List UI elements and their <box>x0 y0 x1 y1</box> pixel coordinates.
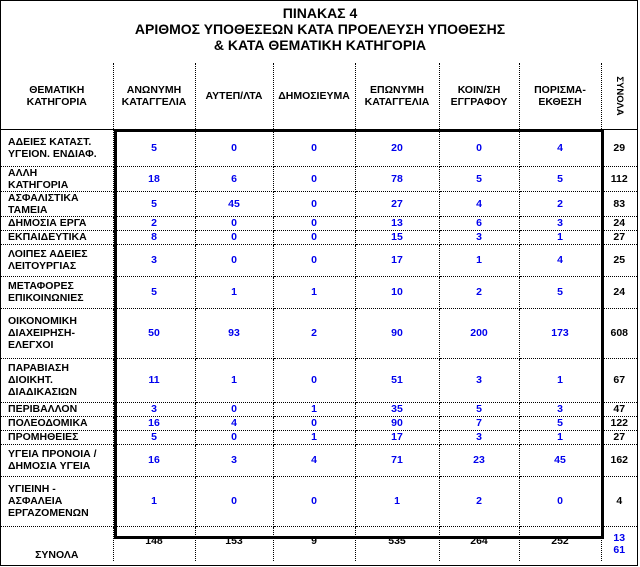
row-category: ΟΙΚΟΝΟΜΙΚΗ ΔΙΑΧΕΙΡΗΣΗ- ΕΛΕΓΧΟΙ <box>1 308 113 358</box>
row-category: ΑΛΛΗ ΚΑΤΗΓΟΡΙΑ <box>1 166 113 191</box>
cell-row-total: 24 <box>601 276 637 308</box>
table-row <box>1 244 637 276</box>
data-table <box>1 63 637 561</box>
cell-koinopoiisi: 4 <box>439 191 519 216</box>
cell-anonymous: 2 <box>113 216 195 230</box>
cell-dimosieuma: 0 <box>273 244 355 276</box>
cell-dimosieuma: 0 <box>273 129 355 166</box>
cell-koinopoiisi: 2 <box>439 276 519 308</box>
cell-dimosieuma: 0 <box>273 476 355 526</box>
table-row <box>1 358 637 402</box>
table-row <box>1 402 637 416</box>
cell-eponymi: 78 <box>355 166 439 191</box>
cell-porisma: 5 <box>519 276 601 308</box>
cell-eponymi: 17 <box>355 430 439 444</box>
cell-dimosieuma: 1 <box>273 276 355 308</box>
total-koinopoiisi: 264 <box>439 526 519 561</box>
table-row <box>1 476 637 526</box>
cell-row-total: 608 <box>601 308 637 358</box>
cell-porisma: 3 <box>519 402 601 416</box>
grand-total: 13 61 <box>613 531 626 556</box>
table-row <box>1 308 637 358</box>
totals-label: ΣΥΝΟΛΑ <box>1 526 113 561</box>
cell-eponymi: 20 <box>355 129 439 166</box>
row-category: ΜΕΤΑΦΟΡΕΣ ΕΠΙΚΟΙΝΩΝΙΕΣ <box>1 276 113 308</box>
cell-autepaggelta: 0 <box>195 216 273 230</box>
cell-dimosieuma: 0 <box>273 191 355 216</box>
header-dimosieuma: ΔΗΜΟΣΙΕΥΜΑ <box>273 63 355 129</box>
title-line-1: ΠΙΝΑΚΑΣ 4 <box>282 5 358 21</box>
cell-porisma: 1 <box>519 230 601 244</box>
row-category: ΠΕΡΙΒΑΛΛΟΝ <box>1 402 113 416</box>
title-line-3: & ΚΑΤΑ ΘΕΜΑΤΙΚΗ ΚΑΤΗΓΟΡΙΑ <box>213 37 427 53</box>
cell-anonymous: 3 <box>113 402 195 416</box>
cell-dimosieuma: 0 <box>273 358 355 402</box>
cell-autepaggelta: 45 <box>195 191 273 216</box>
header-total: ΣΥΝΟΛΑ <box>601 63 637 129</box>
cell-autepaggelta: 1 <box>195 276 273 308</box>
cell-autepaggelta: 0 <box>195 476 273 526</box>
cell-eponymi: 13 <box>355 216 439 230</box>
cell-anonymous: 5 <box>113 129 195 166</box>
cell-eponymi: 51 <box>355 358 439 402</box>
header-porisma: ΠΟΡΙΣΜΑ- ΕΚΘΕΣΗ <box>519 63 601 129</box>
cell-eponymi: 71 <box>355 444 439 476</box>
cell-autepaggelta: 0 <box>195 129 273 166</box>
cell-row-total: 83 <box>601 191 637 216</box>
total-anonymous: 148 <box>113 526 195 561</box>
table-row <box>1 430 637 444</box>
cell-porisma: 0 <box>519 476 601 526</box>
table-row <box>1 416 637 430</box>
cell-dimosieuma: 0 <box>273 416 355 430</box>
cell-eponymi: 15 <box>355 230 439 244</box>
cell-dimosieuma: 0 <box>273 230 355 244</box>
cell-anonymous: 5 <box>113 430 195 444</box>
cell-dimosieuma: 0 <box>273 166 355 191</box>
table-row <box>1 276 637 308</box>
cell-porisma: 2 <box>519 191 601 216</box>
cell-koinopoiisi: 200 <box>439 308 519 358</box>
cell-eponymi: 90 <box>355 416 439 430</box>
header-eponymi: ΕΠΩΝΥΜΗ ΚΑΤΑΓΓΕΛΙΑ <box>355 63 439 129</box>
cell-anonymous: 16 <box>113 444 195 476</box>
cell-koinopoiisi: 0 <box>439 129 519 166</box>
cell-row-total: 27 <box>601 430 637 444</box>
row-category: ΥΓΙΕΙΝΗ - ΑΣΦΑΛΕΙΑ ΕΡΓΑΖΟΜΕΝΩΝ <box>1 476 113 526</box>
cell-anonymous: 16 <box>113 416 195 430</box>
cell-anonymous: 5 <box>113 276 195 308</box>
total-porisma: 252 <box>519 526 601 561</box>
cell-koinopoiisi: 6 <box>439 216 519 230</box>
total-eponymi: 535 <box>355 526 439 561</box>
cell-porisma: 5 <box>519 166 601 191</box>
header-category: ΘΕΜΑΤΙΚΗ ΚΑΤΗΓΟΡΙΑ <box>1 63 113 129</box>
totals-row <box>1 526 637 561</box>
row-category: ΔΗΜΟΣΙΑ ΕΡΓΑ <box>1 216 113 230</box>
cell-anonymous: 3 <box>113 244 195 276</box>
header-anonymous: ΑΝΩΝΥΜΗ ΚΑΤΑΓΓΕΛΙΑ <box>113 63 195 129</box>
header-row <box>1 63 637 129</box>
cell-row-total: 27 <box>601 230 637 244</box>
cell-koinopoiisi: 23 <box>439 444 519 476</box>
table-row <box>1 129 637 166</box>
row-category: ΠΟΛΕΟΔΟΜΙΚΑ <box>1 416 113 430</box>
cell-row-total: 29 <box>601 129 637 166</box>
table-row <box>1 216 637 230</box>
cell-anonymous: 8 <box>113 230 195 244</box>
cell-row-total: 4 <box>601 476 637 526</box>
cell-autepaggelta: 0 <box>195 430 273 444</box>
cell-row-total: 122 <box>601 416 637 430</box>
cell-row-total: 112 <box>601 166 637 191</box>
cell-dimosieuma: 2 <box>273 308 355 358</box>
cell-anonymous: 5 <box>113 191 195 216</box>
cell-porisma: 4 <box>519 129 601 166</box>
cell-row-total: 24 <box>601 216 637 230</box>
cell-eponymi: 35 <box>355 402 439 416</box>
cell-anonymous: 50 <box>113 308 195 358</box>
cell-autepaggelta: 4 <box>195 416 273 430</box>
row-category: ΠΡΟΜΗΘΕΙΕΣ <box>1 430 113 444</box>
cell-koinopoiisi: 5 <box>439 166 519 191</box>
cell-koinopoiisi: 7 <box>439 416 519 430</box>
cell-koinopoiisi: 3 <box>439 358 519 402</box>
cell-koinopoiisi: 3 <box>439 230 519 244</box>
cell-dimosieuma: 1 <box>273 430 355 444</box>
header-koinopoiisi: ΚΟΙΝ/ΣΗ ΕΓΓΡΑΦΟΥ <box>439 63 519 129</box>
cell-autepaggelta: 0 <box>195 244 273 276</box>
cell-row-total: 47 <box>601 402 637 416</box>
cell-row-total: 25 <box>601 244 637 276</box>
cell-porisma: 1 <box>519 358 601 402</box>
cell-eponymi: 1 <box>355 476 439 526</box>
cell-autepaggelta: 1 <box>195 358 273 402</box>
cell-porisma: 45 <box>519 444 601 476</box>
row-category: ΥΓΕΙΑ ΠΡΟΝΟΙΑ / ΔΗΜΟΣΙΑ ΥΓΕΙΑ <box>1 444 113 476</box>
cell-koinopoiisi: 1 <box>439 244 519 276</box>
cell-porisma: 173 <box>519 308 601 358</box>
cell-autepaggelta: 6 <box>195 166 273 191</box>
cell-anonymous: 18 <box>113 166 195 191</box>
cell-dimosieuma: 4 <box>273 444 355 476</box>
cell-eponymi: 90 <box>355 308 439 358</box>
table-row <box>1 230 637 244</box>
cell-anonymous: 1 <box>113 476 195 526</box>
cell-koinopoiisi: 2 <box>439 476 519 526</box>
table-row <box>1 166 637 191</box>
cell-eponymi: 17 <box>355 244 439 276</box>
cell-eponymi: 27 <box>355 191 439 216</box>
total-autepaggelta: 153 <box>195 526 273 561</box>
table-row <box>1 191 637 216</box>
cell-porisma: 5 <box>519 416 601 430</box>
cell-autepaggelta: 0 <box>195 230 273 244</box>
row-category: ΑΣΦΑΛΙΣΤΙΚΑ ΤΑΜΕΙΑ <box>1 191 113 216</box>
cell-anonymous: 11 <box>113 358 195 402</box>
row-category: ΑΔΕΙΕΣ ΚΑΤΑΣΤ. ΥΓΕΙΟΝ. ΕΝΔΙΑΦ. <box>1 129 113 166</box>
cell-porisma: 4 <box>519 244 601 276</box>
row-category: ΕΚΠΑΙΔΕΥΤΙΚΑ <box>1 230 113 244</box>
title-line-2: ΑΡΙΘΜΟΣ ΥΠΟΘΕΣΕΩΝ ΚΑΤΑ ΠΡΟΕΛΕΥΣΗ ΥΠΟΘΕΣΗΣ <box>134 21 506 37</box>
table-row <box>1 444 637 476</box>
cell-autepaggelta: 0 <box>195 402 273 416</box>
cell-koinopoiisi: 5 <box>439 402 519 416</box>
row-category: ΠΑΡΑΒΙΑΣΗ ΔΙΟΙΚΗΤ. ΔΙΑΔΙΚΑΣΙΩΝ <box>1 358 113 402</box>
cell-dimosieuma: 1 <box>273 402 355 416</box>
cell-koinopoiisi: 3 <box>439 430 519 444</box>
cell-eponymi: 10 <box>355 276 439 308</box>
table-title <box>1 1 639 57</box>
row-category: ΛΟΙΠΕΣ ΑΔΕΙΕΣ ΛΕΙΤΟΥΡΓΙΑΣ <box>1 244 113 276</box>
total-dimosieuma: 9 <box>273 526 355 561</box>
cell-autepaggelta: 3 <box>195 444 273 476</box>
cell-porisma: 3 <box>519 216 601 230</box>
cell-dimosieuma: 0 <box>273 216 355 230</box>
header-autepaggelta: ΑΥΤΕΠ/ΛΤΑ <box>195 63 273 129</box>
cell-porisma: 1 <box>519 430 601 444</box>
cell-row-total: 162 <box>601 444 637 476</box>
cell-row-total: 67 <box>601 358 637 402</box>
cell-autepaggelta: 93 <box>195 308 273 358</box>
